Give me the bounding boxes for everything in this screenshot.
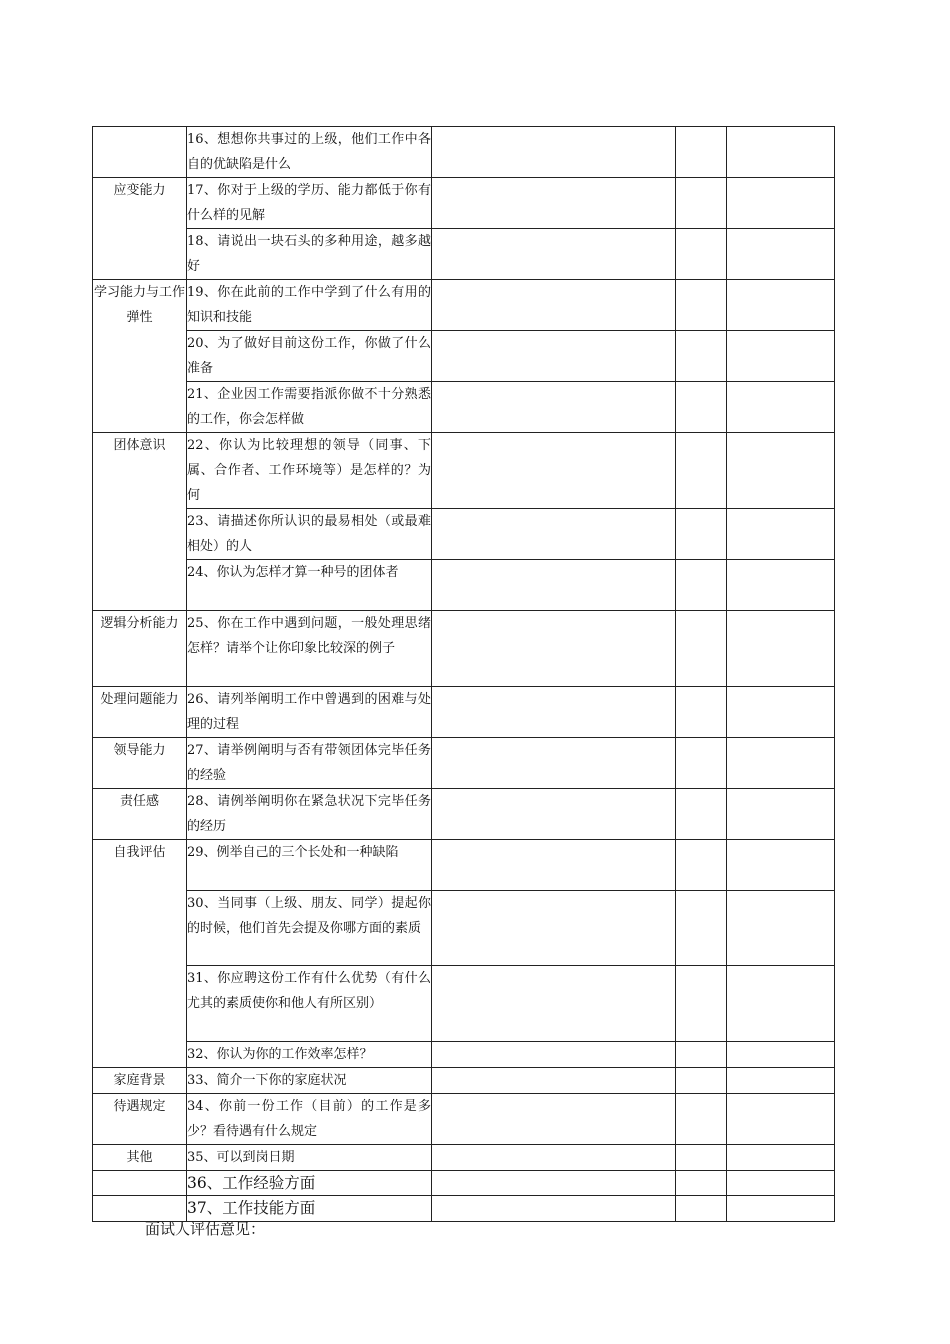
question-cell: 17、你对于上级的学历、能力都低于你有什么样的见解 [187,178,432,229]
remark-cell[interactable] [727,229,835,280]
question-cell: 25、你在工作中遇到问题，一般处理思绪怎样？请举个让你印象比较深的例子 [187,611,432,687]
question-cell: 18、请说出一块石头的多种用途，越多越好 [187,229,432,280]
category-cell [93,127,187,178]
table-row [93,280,835,331]
score-cell[interactable] [676,331,727,382]
question-cell: 20、为了做好目前这份工作，你做了什么准备 [187,331,432,382]
score-cell[interactable] [676,229,727,280]
score-cell[interactable] [676,127,727,178]
question-cell: 26、请列举阐明工作中曾遇到的困难与处理的过程 [187,687,432,738]
answer-cell[interactable] [432,178,676,229]
remark-cell[interactable] [727,509,835,560]
table-row [93,331,835,382]
category-cell: 待遇规定 [93,1094,187,1145]
answer-cell[interactable] [432,1094,676,1145]
remark-cell[interactable] [727,1068,835,1094]
table-row [93,1171,835,1196]
question-cell: 16、想想你共事过的上级，他们工作中各自的优缺陷是什么 [187,127,432,178]
question-cell: 21、企业因工作需要指派你做不十分熟悉的工作，你会怎样做 [187,382,432,433]
score-cell[interactable] [676,1145,727,1171]
remark-cell[interactable] [727,1042,835,1068]
answer-cell[interactable] [432,840,676,891]
question-cell: 31、你应聘这份工作有什么优势（有什么尤其的素质使你和他人有所区别） [187,966,432,1042]
category-cell: 其他 [93,1145,187,1171]
question-cell: 32、你认为你的工作效率怎样？ [187,1042,432,1068]
answer-cell[interactable] [432,1042,676,1068]
question-cell: 30、当同事（上级、朋友、同学）提起你的时候，他们首先会提及你哪方面的素质 [187,891,432,966]
question-cell: 36、工作经验方面 [187,1171,432,1196]
score-cell[interactable] [676,1171,727,1196]
category-cell: 逻辑分析能力 [93,611,187,687]
remark-cell[interactable] [727,127,835,178]
score-cell[interactable] [676,560,727,611]
category-cell: 处理问题能力 [93,687,187,738]
table-row [93,229,835,280]
answer-cell[interactable] [432,1068,676,1094]
table-row [93,966,835,1042]
answer-cell[interactable] [432,433,676,509]
table-row [93,789,835,840]
question-cell: 35、可以到岗日期 [187,1145,432,1171]
answer-cell[interactable] [432,1145,676,1171]
question-cell: 33、简介一下你的家庭状况 [187,1068,432,1094]
table-row [93,382,835,433]
table-row [93,178,835,229]
interview-question-table [92,126,835,1222]
score-cell[interactable] [676,789,727,840]
remark-cell[interactable] [727,178,835,229]
category-cell: 家庭背景 [93,1068,187,1094]
table-row [93,127,835,178]
score-cell[interactable] [676,433,727,509]
remark-cell[interactable] [727,433,835,509]
remark-cell[interactable] [727,738,835,789]
answer-cell[interactable] [432,789,676,840]
interviewer-evaluation-label: 面试人评估意见： [145,1220,266,1238]
question-cell: 22、你认为比较理想的领导（同事、下属、合作者、工作环境等）是怎样的？为何 [187,433,432,509]
answer-cell[interactable] [432,382,676,433]
question-cell: 37、工作技能方面 [187,1196,432,1222]
category-cell: 应变能力 [93,178,187,280]
score-cell[interactable] [676,891,727,966]
question-cell: 27、请举例阐明与否有带领团体完毕任务的经验 [187,738,432,789]
score-cell[interactable] [676,738,727,789]
table-row [93,433,835,509]
score-cell[interactable] [676,611,727,687]
answer-cell[interactable] [432,966,676,1042]
answer-cell[interactable] [432,1171,676,1196]
score-cell[interactable] [676,178,727,229]
category-cell: 团体意识 [93,433,187,611]
remark-cell[interactable] [727,280,835,331]
table-row [93,891,835,966]
remark-cell[interactable] [727,331,835,382]
category-cell: 自我评估 [93,840,187,1068]
answer-cell[interactable] [432,560,676,611]
table-row [93,687,835,738]
remark-cell[interactable] [727,687,835,738]
remark-cell[interactable] [727,966,835,1042]
answer-cell[interactable] [432,891,676,966]
remark-cell[interactable] [727,560,835,611]
score-cell[interactable] [676,280,727,331]
score-cell[interactable] [676,509,727,560]
answer-cell[interactable] [432,331,676,382]
score-cell[interactable] [676,966,727,1042]
score-cell[interactable] [676,1068,727,1094]
question-cell: 28、请例举阐明你在紧急状况下完毕任务的经历 [187,789,432,840]
score-cell[interactable] [676,840,727,891]
score-cell[interactable] [676,687,727,738]
answer-cell[interactable] [432,127,676,178]
score-cell[interactable] [676,1042,727,1068]
category-cell: 学习能力与工作弹性 [93,280,187,433]
table-row [93,738,835,789]
question-cell: 23、请描述你所认识的最易相处（或最难相处）的人 [187,509,432,560]
remark-cell[interactable] [727,382,835,433]
answer-cell[interactable] [432,738,676,789]
remark-cell[interactable] [727,1196,835,1222]
remark-cell[interactable] [727,611,835,687]
table-row [93,840,835,891]
answer-cell[interactable] [432,509,676,560]
remark-cell[interactable] [727,1145,835,1171]
score-cell[interactable] [676,382,727,433]
question-cell: 29、例举自己的三个长处和一种缺陷 [187,840,432,891]
answer-cell[interactable] [432,280,676,331]
category-cell: 领导能力 [93,738,187,789]
score-cell[interactable] [676,1094,727,1145]
remark-cell[interactable] [727,1171,835,1196]
table-row [93,560,835,611]
remark-cell[interactable] [727,789,835,840]
remark-cell[interactable] [727,840,835,891]
table-row [93,509,835,560]
remark-cell[interactable] [727,1094,835,1145]
category-cell: 责任感 [93,789,187,840]
table-row [93,1094,835,1145]
answer-cell[interactable] [432,229,676,280]
answer-cell[interactable] [432,1196,676,1222]
question-cell: 19、你在此前的工作中学到了什么有用的知识和技能 [187,280,432,331]
score-cell[interactable] [676,1196,727,1222]
table-row [93,1068,835,1094]
table-row [93,1042,835,1068]
answer-cell[interactable] [432,611,676,687]
table-row [93,611,835,687]
remark-cell[interactable] [727,891,835,966]
question-cell: 34、你前一份工作（目前）的工作是多少？看待遇有什么规定 [187,1094,432,1145]
question-cell: 24、你认为怎样才算一种号的团体者 [187,560,432,611]
table-row [93,1145,835,1171]
category-cell [93,1171,187,1196]
answer-cell[interactable] [432,687,676,738]
